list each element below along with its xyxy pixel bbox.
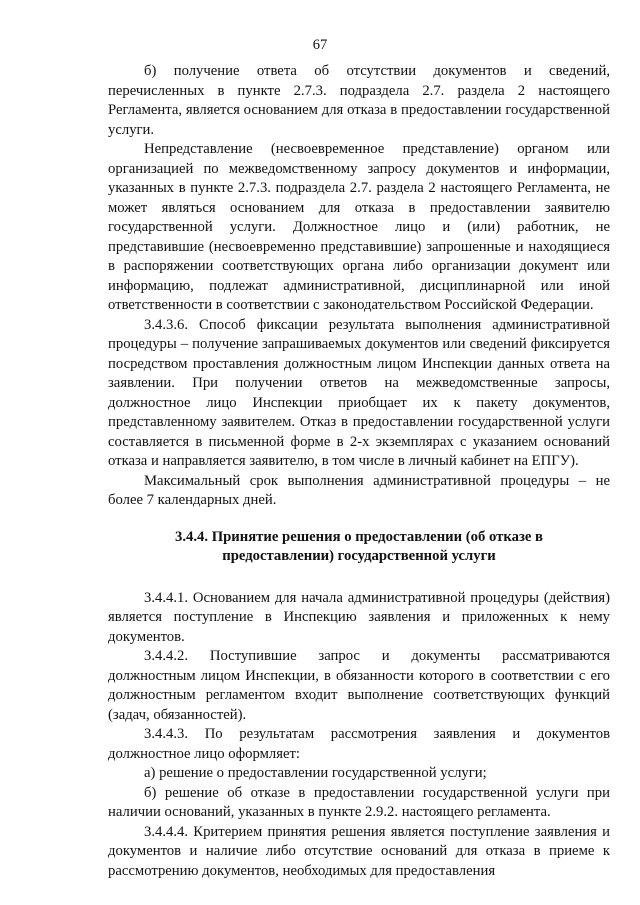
paragraph-non-submission-liability: Непредставление (несвоевременное представление) органом или организацией по межведомственному запросу документов и информации, указанных в пункте 2.7.3. подраздела 2.7. раздела 2 настоящего Регламента, не может являться основанием для отказа в предоставлении заявителю государственной услуги. Должностное лицо и (или) работник, не представившие (несвоевременно представившие) запрошенные и находящиеся в распоряжении соответствующих органа либо организации документ или информацию, подлежат административной, дисциплинарной или иной ответственности в соответствии с законодательством Российской Федерации.	[108, 141, 610, 313]
page-number: 67	[312, 37, 328, 53]
spacer	[108, 567, 610, 589]
paragraph-3-4-4-4: 3.4.4.4. Критерием принятия решения является поступление заявления и документов и наличие либо отсутствие оснований для отказа в приеме к рассмотрению документов, необходимых для предоставления	[108, 823, 610, 879]
paragraph-3-4-4-3: 3.4.4.3. По результатам рассмотрения заявления и документов должностное лицо оформляет:	[108, 726, 610, 762]
list-item-decision-refusal: б) решение об отказе в предоставлении государственной услуги при наличии оснований, указанных в пункте 2.9.2. настоящего регламента.	[108, 784, 610, 820]
paragraph-result-fixation-method: 3.4.3.6. Способ фиксации результата выполнения административной процедуры – получение запрашиваемых документов или сведений фиксируется посредством проставления должностным лицом Инспекции данных ответа на заявлении. При получении ответов на межведомственные запросы, должностное лицо Инспекции приобщает их к пакету документов, представленному заявителем. Отказ в предоставлении государственной услуги составляется в письменной форме в 2-х экземплярах с указанием оснований отказа и направляется заявителю, в том числе в личный кабинет на ЕПГУ).	[108, 316, 610, 469]
paragraph-3-4-4-2: 3.4.4.2. Поступившие запрос и документы рассматриваются должностным лицом Инспекции, в обязанности которого в соответствии с его должностным регламентом входит выполнение соответствующих функций (задач, обязанностей).	[108, 648, 610, 723]
paragraph-maximum-duration: Максимальный срок выполнения административной процедуры – не более 7 календарных дней.	[108, 472, 610, 508]
paragraph-3-4-4-1: 3.4.4.1. Основанием для начала административной процедуры (действия) является поступление в Инспекцию заявления и приложенных к нему документов.	[108, 589, 610, 645]
list-item-decision-grant: а) решение о предоставлении государственной услуги;	[144, 765, 487, 781]
section-heading: 3.4.4. Принятие решения о предоставлении (об отказе в предоставлении) государственной услуги	[175, 528, 543, 564]
page-content	[108, 62, 610, 881]
paragraph-receipt-of-absence-response: б) получение ответа об отсутствии документов и сведений, перечисленных в пункте 2.7.3. подраздела 2.7. раздела 2 настоящего Регламента, является основанием для отказа в предоставлении государственной услуги.	[108, 63, 610, 138]
spacer	[108, 511, 610, 528]
